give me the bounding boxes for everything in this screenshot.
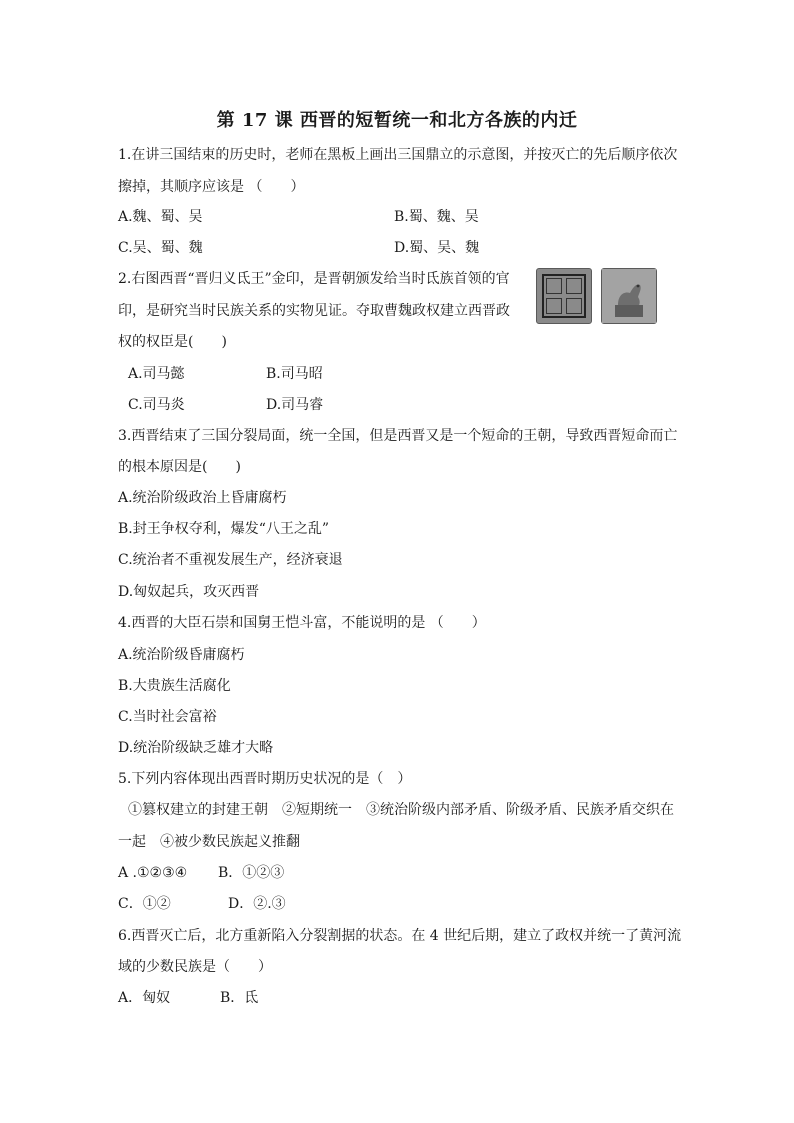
q5-stem-line-3: 一起 ④被少数民族起义推翻 [118,834,300,850]
gold-seal-inscription-image [536,268,592,324]
q3-stem-line-1: 3.西晋结束了三国分裂局面，统一全国，但是西晋又是一个短命的王朝，导致西晋短命而亡 [118,428,678,444]
q4-option-a: A.统治阶级昏庸腐朽 [118,647,245,663]
q3-option-b: B.封王争权夺利，爆发“八王之乱” [118,521,330,537]
seal-inscription-frame [542,274,586,318]
q4-option-d: D.统治阶级缺乏雄才大略 [118,740,274,756]
q5-stem-line-1: 5.下列内容体现出西晋时期历史状况的是（ ） [118,771,412,787]
q1-stem-line-1: 1.在讲三国结束的历史时，老师在黑板上画出三国鼎立的示意图，并按灭亡的先后顺序依次 [118,147,678,163]
q3-stem-line-2: 的根本原因是( ) [118,459,241,475]
q4-option-b: B.大贵族生活腐化 [118,678,231,694]
q1-stem-line-2: 擦掉，其顺序应该是 （ ） [118,179,305,195]
q1-option-d: D.蜀、吴、魏 [394,240,480,256]
gold-seal-camel-knob-image [601,268,657,324]
q5-option-b: B．①②③ [218,865,285,881]
q3-option-a: A.统治阶级政治上昏庸腐朽 [118,490,287,506]
q2-option-a: A.司马懿 [128,366,185,382]
q6-option-a: A．匈奴 [118,990,171,1006]
q2-stem-line-2: 印，是研究当时民族关系的实物见证。夺取曹魏政权建立西晋政 [118,303,510,319]
page-title: 第 17 课 西晋的短暂统一和北方各族的内迁 [216,110,578,131]
q5-option-a: A .①②③④ [118,865,188,881]
q5-option-d: D．②.③ [228,896,286,912]
q5-option-c: C．①② [118,896,171,912]
q6-option-b: B．氐 [220,990,259,1006]
q2-option-b: B.司马昭 [266,366,323,382]
q3-option-d: D.匈奴起兵，攻灭西晋 [118,584,260,600]
q1-option-a: A.魏、蜀、吴 [118,209,203,225]
q1-option-c: C.吴、蜀、魏 [118,240,203,256]
q4-stem-line-1: 4.西晋的大臣石崇和国舅王恺斗富，不能说明的是 （ ） [118,615,486,631]
q5-stem-line-2: ①篡权建立的封建王朝 ②短期统一 ③统治阶级内部矛盾、阶级矛盾、民族矛盾交织在 [128,802,674,818]
camel-seal-icon [602,269,656,323]
q6-stem-line-2: 域的少数民族是（ ） [118,959,272,975]
q4-option-c: C.当时社会富裕 [118,709,217,725]
q2-option-d: D.司马睿 [266,397,324,413]
q6-stem-line-1: 6.西晋灭亡后，北方重新陷入分裂割据的状态。在 4 世纪后期，建立了政权并统一了黄河流 [118,928,682,944]
q2-stem-line-3: 权的权臣是( ) [118,334,227,350]
q2-option-c: C.司马炎 [128,397,185,413]
q1-option-b: B.蜀、魏、吴 [394,209,479,225]
q3-option-c: C.统治者不重视发展生产，经济衰退 [118,552,343,568]
q2-stem-line-1: 2.右图西晋“晋归义氐王”金印，是晋朝颁发给当时氐族首领的官 [118,271,510,287]
